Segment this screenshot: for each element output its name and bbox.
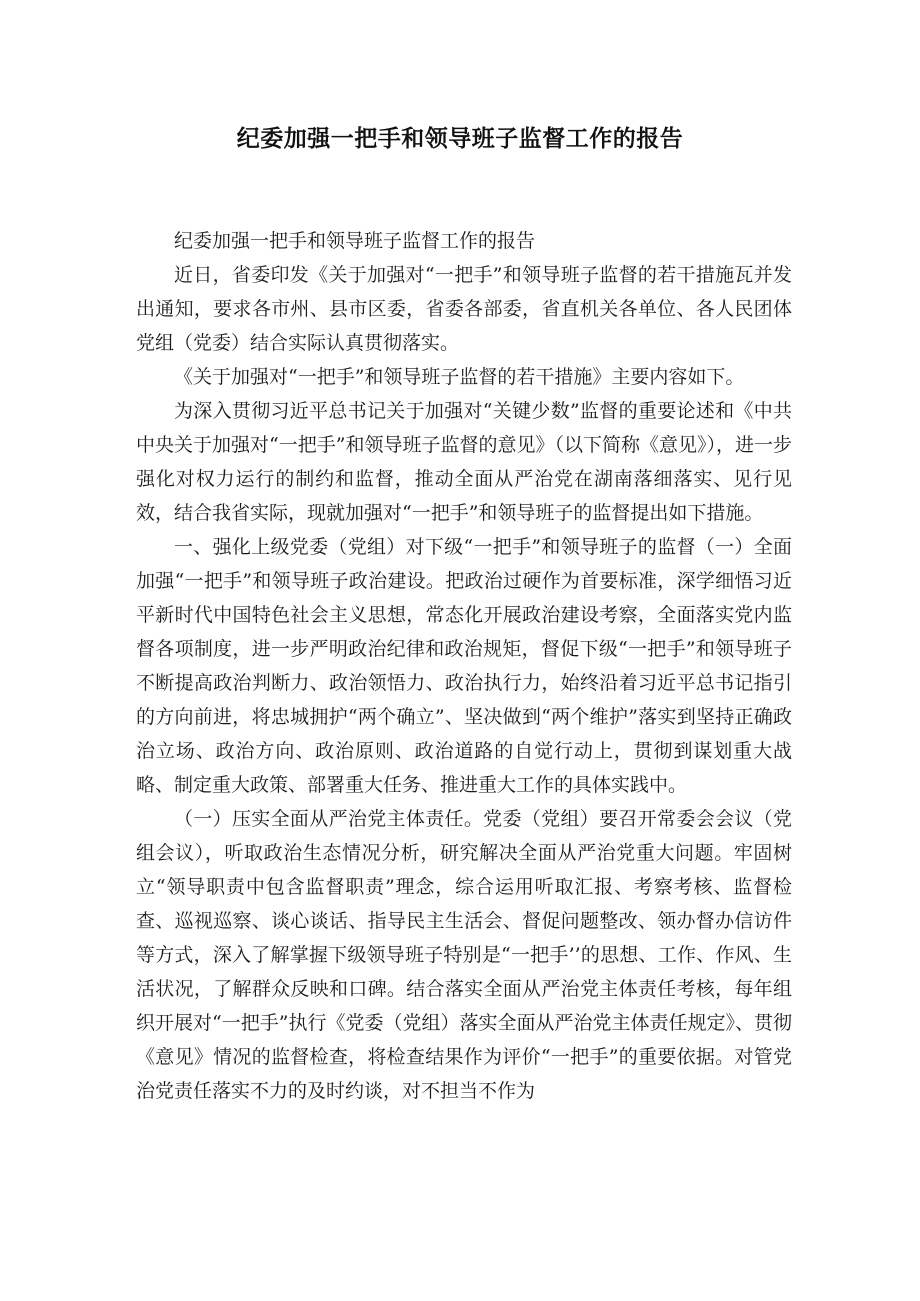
document-title: 纪委加强一把手和领导班子监督工作的报告 — [236, 126, 684, 152]
paragraph-section-one: 一、强化上级党委（党组）对下级“一把手”和领导班子的监督（一）全面加强“一把手”和领导班子政治建设。把政治过硬作为首要标准，深学细悟习近平新时代中国特色社会主义思想，常态化开展政治建设考察，全面落实党内监督各项制度，进一步严明政治纪律和政治规矩，督促下级“一把手”和领导班子不断提高政治判断力、政治领悟力、政治执行力，始终沿着习近平总书记指引的方向前进，将忠城拥护“两个确立”、坚决做到“两个维护”落实到坚持正确政治立场、政治方向、政治原则、政治道路的自觉行动上，贯彻到谋划重大战略、制定重大政策、部署重大任务、推进重大工作的具体实践中。 — [136, 536, 792, 796]
paragraph-subsection-one: （一）压实全面从严治党主体责任。党委（党组）要召开常委会会议（党组会议），听取政治生态情况分析，研究解决全面从严治党重大问题。牢固树立“领导职责中包含监督职责”理念，综合运用听取汇报、考察考核、监督检查、巡视巡察、谈心谈话、指导民主生活会、督促问题整改、领办督办信访件等方式，深入了解掌握下级领导班子特别是“一把手’’的思想、工作、作风、生活状况，了解群众反映和口碑。结合落实全面从严治党主体责任考核，每年组织开展对“一把手”执行《党委（党组）落实全面从严治党主体责任规定》、贯彻《意见》情况的监督检查，将检查结果作为评价“一把手”的重要依据。对管党治党责任落实不力的及时约谈，对不担当不作为 — [136, 808, 792, 1102]
document-body — [136, 224, 792, 1108]
paragraph-purpose: 为深入贯彻习近平总书记关于加强对“关键少数”监督的重要论述和《中共中央关于加强对“一把手”和领导班子监督的意见》（以下简称《意见》），进一步强化对权力运行的制约和监督，推动全面从严治党在湖南落细落实、见行见效，结合我省实际，现就加强对“一把手”和领导班子的监督提出如下措施。 — [136, 400, 792, 524]
paragraph-notice: 近日，省委印发《关于加强对“一把手”和领导班子监督的若干措施瓦并发出通知，要求各市州、县市区委，省委各部委，省直机关各单位、各人民团体党组（党委）结合实际认真贯彻落实。 — [136, 264, 792, 354]
paragraph-heading-repeat: 纪委加强一把手和领导班子监督工作的报告 — [174, 230, 536, 252]
paragraph-content-intro: 《关于加强对“一把手”和领导班子监督的若干措施》主要内容如下。 — [174, 366, 745, 388]
